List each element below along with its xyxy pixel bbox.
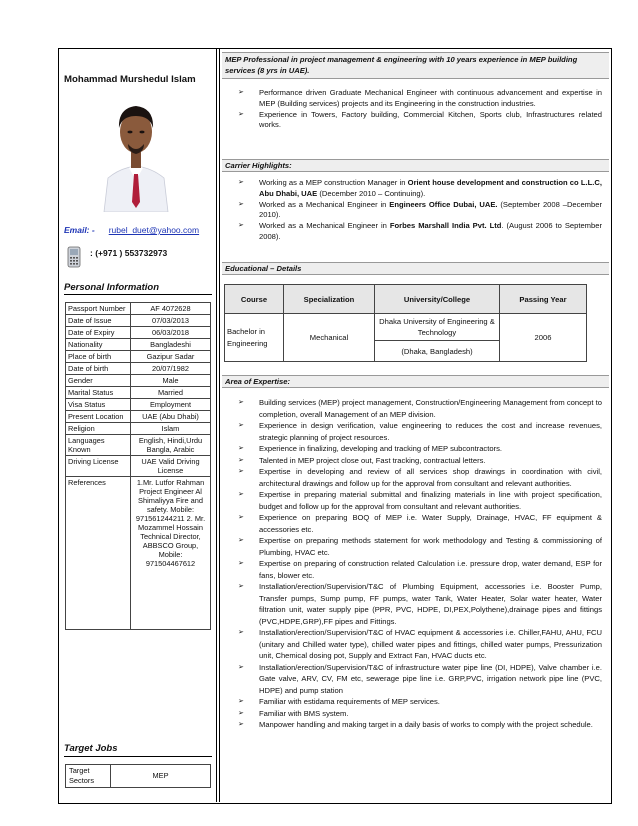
list-item <box>228 719 602 731</box>
bullet-text: Experience on preparing BOQ of MEP i.e. Water Supply, Drainage, HVAC, FF equipment & accessories etc. <box>259 513 602 534</box>
specialization-cell: Mechanical <box>284 314 375 362</box>
table-row <box>66 375 211 387</box>
bullet-text: Installation/erection/Supervision/T&C of HVAC equipment & accessories i.e. Chiller,FAHU, AHU, FCU (unitary and Chilled water type), chilled water pipes and fittings, chilled water pumps, Pressurization unit, Chemical dosing pot, Supply and Extract Fan, HVAC ducts etc. <box>259 628 602 660</box>
email-line <box>64 225 199 235</box>
career-post-text: . (August 2006 to September 2008). <box>259 221 602 241</box>
personal-value: Male <box>131 375 211 387</box>
email-link[interactable]: rubel_duet@yahoo.com <box>108 225 200 235</box>
phone-icon <box>66 246 82 268</box>
career-pre-text: Worked as a Mechanical Engineer in <box>259 221 390 231</box>
bullet-text: Performance driven Graduate Mechanical Engineer with continuous advancement and expertise in MEP (Building services) projects and its Engineering in the construction industries. <box>259 88 602 108</box>
personal-value: 1.Mr. Lutfor Rahman Project Engineer Al Shimaliyya Fire and safety. Mobile: 971561244211 2. Mr. Mozammel Hossain Technical Director, ABBSCO Group, Mobile: 971504467612 <box>131 477 211 630</box>
list-item <box>228 178 602 200</box>
list-item <box>228 696 602 708</box>
list-item <box>228 581 602 627</box>
col-header: Passing Year <box>500 285 587 314</box>
personal-value: Gazipur Sadar <box>131 351 211 363</box>
career-bold-text: Engineers Office Dubai, UAE. <box>389 199 498 209</box>
career-list <box>228 178 602 243</box>
arrow-bullet-icon: ➢ <box>238 89 244 96</box>
arrow-bullet-icon: ➢ <box>238 110 244 118</box>
arrow-bullet-icon: ➢ <box>238 456 244 464</box>
career-bold-text: Forbes Marshall India Pvt. Ltd <box>389 221 502 231</box>
arrow-bullet-icon: ➢ <box>238 200 244 208</box>
col-header: Course <box>225 285 284 314</box>
table-row <box>66 363 211 375</box>
personal-value: AF 4072628 <box>131 303 211 315</box>
personal-label: Date of birth <box>66 363 131 375</box>
table-row <box>66 423 211 435</box>
personal-label: Languages Known <box>66 435 131 456</box>
personal-label: Visa Status <box>66 399 131 411</box>
list-item <box>228 489 602 512</box>
personal-label: Religion <box>66 423 131 435</box>
col-header: Specialization <box>284 285 375 314</box>
bullet-text: Building services (MEP) project management, Construction/Engineering Management from concept to completion, overall Management of an MEP division. <box>259 398 602 419</box>
personal-label: References <box>66 477 131 630</box>
career-post-text: (September 2008 –December 2010). <box>259 199 602 220</box>
bullet-text: Expertise in developing and review of all services shop drawings in coordination with civil, architectural drawings and follow up for the approval from consultant and relevant authorities. <box>259 467 602 488</box>
year-cell: 2006 <box>500 314 587 362</box>
list-item <box>228 627 602 662</box>
list-item <box>228 558 602 581</box>
career-pre-text: Working as a MEP construction Manager in <box>259 178 408 187</box>
bullet-text: Familiar with BMS system. <box>259 708 349 718</box>
table-row <box>66 477 211 630</box>
target-sectors-value: MEP <box>111 765 211 788</box>
email-label: Email: - <box>64 225 95 235</box>
arrow-bullet-icon: ➢ <box>238 537 244 544</box>
table-header-row <box>225 285 587 314</box>
arrow-bullet-icon: ➢ <box>238 709 244 717</box>
career-heading: Carrier Highlights: <box>222 159 609 172</box>
arrow-bullet-icon: ➢ <box>238 698 244 705</box>
list-item <box>228 221 602 243</box>
list-item <box>228 535 602 558</box>
personal-value: Bangladeshi <box>131 339 211 351</box>
university-cell: Dhaka University of Engineering & Technology <box>375 314 500 341</box>
table-row <box>66 435 211 456</box>
personal-info-heading: Personal Information <box>64 282 160 293</box>
heading-rule <box>64 756 212 757</box>
table-row <box>66 387 211 399</box>
arrow-bullet-icon: ➢ <box>238 422 244 429</box>
arrow-bullet-icon: ➢ <box>238 445 244 452</box>
bullet-text: Expertise on preparing methods statement for work methodology and Testing & commissioning of Plumbing, HVAC etc. <box>259 536 602 557</box>
list-item <box>228 466 602 489</box>
arrow-bullet-icon: ➢ <box>238 222 244 230</box>
summary-list <box>228 88 602 131</box>
arrow-bullet-icon: ➢ <box>238 491 244 498</box>
location-cell: (Dhaka, Bangladesh) <box>375 341 500 362</box>
personal-label: Date of Issue <box>66 315 131 327</box>
table-row <box>66 399 211 411</box>
bullet-text: Experience in Towers, Factory building, Commercial Kitchen, Sports club, Infrastructures related works. <box>259 109 602 130</box>
bullet-text: Installation/erection/Supervision/T&C of Plumbing Equipment, accessories i.e. Booster Pump, Transfer pumps, Sump pump, FF pumps, water Tank, Water Heater, Solar water heater, Water filtration unit, water supply pipe (PPR, PVC, HDPE, DI,PEX,Polythene),drainage pipes and fittings (PVC,HDPE,GRP),FF pipes and Fittings. <box>259 582 602 626</box>
col-header: University/College <box>375 285 500 314</box>
table-row <box>66 327 211 339</box>
personal-label: Passport Number <box>66 303 131 315</box>
personal-value: UAE (Abu Dhabi) <box>131 411 211 423</box>
personal-value: UAE Valid Driving License <box>131 456 211 477</box>
table-row <box>66 456 211 477</box>
personal-label: Nationality <box>66 339 131 351</box>
table-row <box>66 765 211 788</box>
table-row <box>66 351 211 363</box>
arrow-bullet-icon: ➢ <box>238 514 244 521</box>
course-cell: Bachelor in Engineering <box>225 314 284 362</box>
arrow-bullet-icon: ➢ <box>238 721 244 728</box>
bullet-text: Talented in MEP project close out, Fast tracking, contractual letters. <box>259 455 486 465</box>
bullet-text: Manpower handling and making target in a daily basis of works to comply with the project schedule. <box>259 720 593 729</box>
bullet-text: Experience in finalizing, developing and tracking of MEP subcontractors. <box>259 444 502 453</box>
list-item <box>228 708 602 720</box>
personal-info-table <box>65 302 211 630</box>
arrow-bullet-icon: ➢ <box>238 663 244 671</box>
education-table <box>224 284 587 362</box>
arrow-bullet-icon: ➢ <box>238 583 244 590</box>
list-item <box>228 88 602 110</box>
expertise-heading: Area of Expertise: <box>222 375 609 388</box>
arrow-bullet-icon: ➢ <box>238 468 244 475</box>
personal-label: Driving License <box>66 456 131 477</box>
personal-label: Gender <box>66 375 131 387</box>
bullet-text: Experience in design verification, value engineering to reduces the cost and increase revenues, strategic planning of project resources. <box>259 421 602 442</box>
personal-label: Marital Status <box>66 387 131 399</box>
bullet-text: Installation/erection/Supervision/T&C of infrastructure water pipe line (DI, HDPE), Valve chamber i.e. Gate valve, ARV, CV, FM etc, sewerage pipe line i.e. GRP,PVC, irrigation network pipe line (PVC, HDPE) and pump station <box>259 662 602 695</box>
personal-value: English, Hindi,Urdu Bangla, Arabic <box>131 435 211 456</box>
profile-photo <box>100 92 172 212</box>
table-row <box>66 315 211 327</box>
arrow-bullet-icon: ➢ <box>238 629 244 636</box>
bullet-text: Expertise in preparing material submittal and finalizing materials in line with project specification, budget and follow up for the approval from consultant and relevant authorities. <box>259 490 602 511</box>
bullet-text: Expertise on preparing of construction related Calculation i.e. pressure drop, water demand, ESP for fans, blower etc. <box>259 559 602 580</box>
list-item <box>228 443 602 455</box>
list-item <box>228 110 602 132</box>
career-bold-text: Orient house development and construction co L.L.C, Abu Dhabi, UAE <box>259 178 602 198</box>
list-item <box>228 397 602 420</box>
heading-rule <box>64 294 212 295</box>
personal-label: Place of birth <box>66 351 131 363</box>
list-item <box>228 200 602 222</box>
table-row <box>225 314 587 341</box>
personal-label: Date of Expiry <box>66 327 131 339</box>
candidate-name: Mohammad Murshedul Islam <box>64 74 196 85</box>
personal-value: Islam <box>131 423 211 435</box>
list-item <box>228 455 602 467</box>
arrow-bullet-icon: ➢ <box>238 560 244 567</box>
personal-value: Married <box>131 387 211 399</box>
arrow-bullet-icon: ➢ <box>238 399 244 406</box>
phone-number: : (+971 ) 553732973 <box>90 248 168 258</box>
table-row <box>66 339 211 351</box>
list-item <box>228 662 602 697</box>
education-heading: Educational – Details <box>222 262 609 275</box>
column-divider <box>216 48 217 802</box>
personal-value: 06/03/2018 <box>131 327 211 339</box>
target-sectors-label: Target Sectors <box>66 765 111 788</box>
personal-value: 20/07/1982 <box>131 363 211 375</box>
bullet-text: Familiar with estidama requirements of MEP services. <box>259 697 440 706</box>
personal-value: Employment <box>131 399 211 411</box>
career-post-text: (December 2010 – Continuing). <box>317 188 426 198</box>
list-item <box>228 512 602 535</box>
column-divider-inner <box>219 48 220 802</box>
table-row <box>66 303 211 315</box>
summary-title: MEP Professional in project management & engineering with 10 years experience in MEP building services (8 yrs in UAE). <box>222 52 609 79</box>
expertise-list <box>228 397 602 731</box>
arrow-bullet-icon: ➢ <box>238 179 244 186</box>
personal-value: 07/03/2013 <box>131 315 211 327</box>
table-row <box>66 411 211 423</box>
target-jobs-heading: Target Jobs <box>64 743 118 754</box>
list-item <box>228 420 602 443</box>
career-pre-text: Worked as a Mechanical Engineer in <box>259 199 390 209</box>
personal-label: Present Location <box>66 411 131 423</box>
target-jobs-table <box>65 764 211 788</box>
